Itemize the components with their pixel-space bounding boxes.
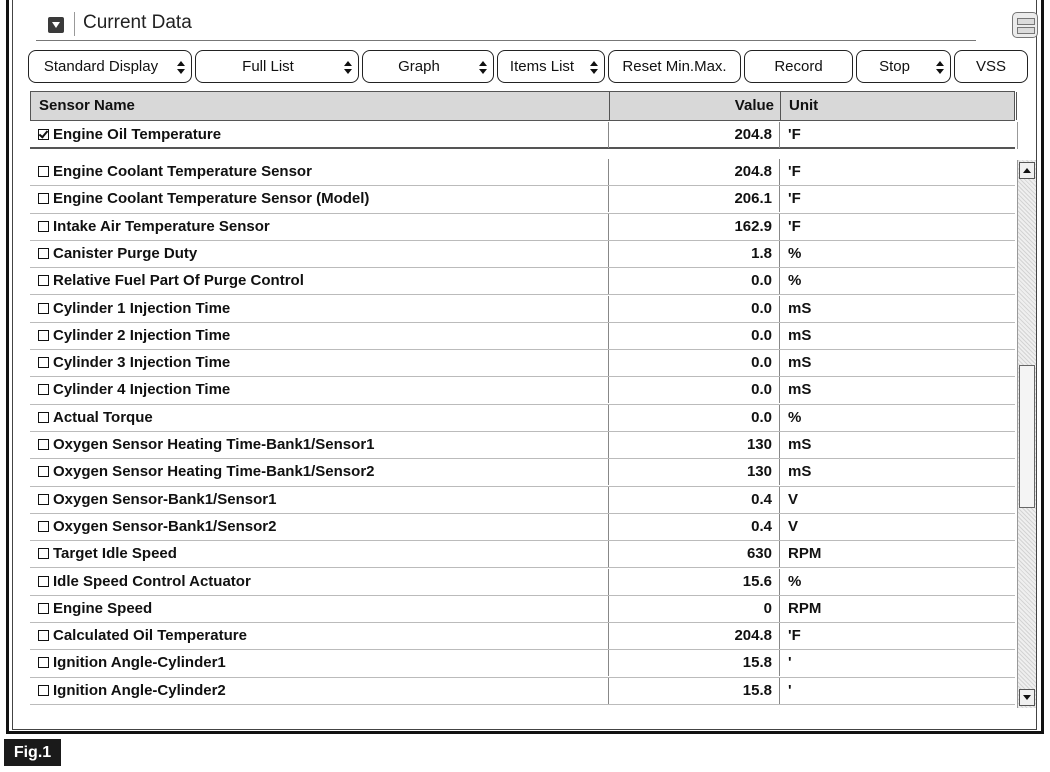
table-row[interactable] xyxy=(30,186,1015,213)
scrollbar-thumb[interactable] xyxy=(1019,365,1035,508)
sensor-value: 1.8 xyxy=(751,244,772,262)
sensor-unit: % xyxy=(788,572,802,590)
sensor-value: 15.8 xyxy=(742,654,772,672)
sensor-unit: ' xyxy=(788,681,792,699)
graph-label: Graph xyxy=(398,58,440,75)
panel-header xyxy=(36,8,976,41)
reset-min-max-button[interactable] xyxy=(608,50,741,83)
table-row[interactable] xyxy=(30,650,1015,677)
table-row[interactable] xyxy=(30,596,1015,623)
table-row[interactable] xyxy=(30,569,1015,596)
spinner-icon xyxy=(344,61,352,74)
cell-divider xyxy=(608,323,609,349)
cell-divider xyxy=(779,268,780,294)
layout-toggle-icon[interactable] xyxy=(1012,12,1038,38)
cell-divider xyxy=(779,623,780,649)
collapse-icon[interactable] xyxy=(48,17,64,33)
record-button[interactable] xyxy=(744,50,853,83)
cell-divider xyxy=(608,432,609,458)
sensor-name-text: Engine Coolant Temperature Sensor xyxy=(53,163,312,180)
column-header-value[interactable]: Value xyxy=(734,97,774,114)
sensor-name xyxy=(38,569,251,595)
checkbox-icon[interactable] xyxy=(38,412,49,423)
sensor-unit: 'F xyxy=(788,217,801,235)
table-row[interactable] xyxy=(30,623,1015,650)
sensor-value: 0.4 xyxy=(751,517,772,535)
sensor-name xyxy=(38,459,375,485)
checkbox-icon[interactable] xyxy=(38,439,49,450)
toolbar xyxy=(28,50,1028,84)
sensor-unit: mS xyxy=(788,436,812,453)
checkbox-icon[interactable] xyxy=(38,248,49,259)
cell-divider xyxy=(608,459,609,485)
sensor-unit: 'F xyxy=(788,190,801,208)
sensor-value: 130 xyxy=(746,436,772,453)
sensor-name-text: Engine Speed xyxy=(53,599,153,617)
sensor-value: 204.8 xyxy=(734,163,772,180)
cell-divider xyxy=(779,323,780,349)
scrollbar[interactable] xyxy=(1017,160,1036,708)
panel-title: Current Data xyxy=(83,12,192,33)
sensor-name-text: Idle Speed Control Actuator xyxy=(53,572,251,590)
sensor-name-text: Oxygen Sensor Heating Time-Bank1/Sensor2 xyxy=(53,463,375,481)
cell-divider xyxy=(608,122,609,148)
sensor-value: 0 xyxy=(763,599,772,617)
sensor-unit: % xyxy=(788,272,802,290)
sensor-name-text: Cylinder 1 Injection Time xyxy=(53,299,231,317)
cell-divider xyxy=(608,678,609,704)
cell-divider xyxy=(608,596,609,622)
sensor-name xyxy=(38,678,226,704)
checkbox-icon[interactable] xyxy=(38,221,49,232)
table-row[interactable] xyxy=(30,323,1015,350)
sensor-unit: RPM xyxy=(788,545,822,563)
sensor-unit: mS xyxy=(788,381,812,399)
checkbox-icon[interactable] xyxy=(38,548,49,559)
cell-divider xyxy=(608,159,609,185)
cell-divider xyxy=(608,268,609,294)
sensor-name-text: Calculated Oil Temperature xyxy=(53,627,247,645)
checkbox-icon[interactable] xyxy=(38,630,49,641)
cell-divider xyxy=(608,514,609,540)
cell-divider xyxy=(608,377,609,403)
cell-divider xyxy=(608,405,609,431)
cell-divider xyxy=(779,159,780,185)
sensor-name-text: Oxygen Sensor-Bank1/Sensor2 xyxy=(53,517,277,535)
sensor-unit: % xyxy=(788,244,802,262)
table-row[interactable] xyxy=(30,241,1015,268)
cell-divider xyxy=(608,623,609,649)
cell-divider xyxy=(779,569,780,595)
column-divider xyxy=(780,92,781,120)
sensor-value: 0.0 xyxy=(751,272,772,290)
stop-select[interactable] xyxy=(856,50,951,83)
checkbox-icon[interactable] xyxy=(38,494,49,505)
sensor-name-text: Cylinder 2 Injection Time xyxy=(53,326,231,344)
column-header-unit[interactable]: Unit xyxy=(789,97,819,114)
sensor-name xyxy=(38,268,304,294)
column-divider xyxy=(1016,92,1017,120)
cell-divider xyxy=(608,487,609,513)
sensor-name xyxy=(38,432,375,458)
sensor-value: 630 xyxy=(746,545,772,563)
scroll-up-icon[interactable] xyxy=(1019,162,1035,179)
vss-label: VSS xyxy=(975,58,1006,75)
checkbox-icon[interactable] xyxy=(38,685,49,696)
sensor-name-text: Canister Purge Duty xyxy=(53,244,198,262)
cell-divider xyxy=(779,541,780,567)
checkbox-icon[interactable] xyxy=(38,303,49,314)
sensor-name-text: Relative Fuel Part Of Purge Control xyxy=(53,272,304,290)
cell-divider xyxy=(779,122,780,148)
table-row[interactable] xyxy=(30,487,1015,514)
sensor-value: 15.8 xyxy=(742,681,772,699)
table-row[interactable] xyxy=(30,541,1015,568)
sensor-value: 130 xyxy=(746,463,772,481)
column-divider xyxy=(609,92,610,120)
table-row[interactable] xyxy=(30,159,1015,186)
checkbox-checked-icon[interactable] xyxy=(38,129,49,140)
sensor-name-text: Actual Torque xyxy=(53,408,153,426)
header-divider xyxy=(74,12,75,36)
checkbox-icon[interactable] xyxy=(38,166,49,177)
spinner-icon xyxy=(479,61,487,74)
sensor-name xyxy=(38,596,152,622)
sensor-name xyxy=(38,541,177,567)
sensor-name xyxy=(38,623,247,649)
table-row[interactable] xyxy=(30,350,1015,377)
cell-divider xyxy=(779,514,780,540)
graph-select[interactable] xyxy=(362,50,494,83)
sensor-value: 0.0 xyxy=(751,408,772,426)
full-list-select[interactable] xyxy=(195,50,359,83)
sensor-unit: % xyxy=(788,408,802,426)
cell-divider xyxy=(608,350,609,376)
checkbox-icon[interactable] xyxy=(38,330,49,341)
cell-divider xyxy=(779,214,780,240)
cell-divider xyxy=(779,405,780,431)
sensor-name-text: Cylinder 4 Injection Time xyxy=(53,381,231,399)
checkbox-icon[interactable] xyxy=(38,466,49,477)
items-list-select[interactable] xyxy=(497,50,605,83)
cell-divider xyxy=(779,186,780,212)
items-list-label: Items List xyxy=(509,58,575,75)
cell-divider xyxy=(779,487,780,513)
pinned-row[interactable] xyxy=(30,122,1015,149)
table-header xyxy=(30,91,1015,121)
sensor-name-text: Ignition Angle-Cylinder2 xyxy=(53,681,226,699)
reset-min-max-label: Reset Min.Max. xyxy=(622,58,727,75)
cell-divider xyxy=(779,678,780,704)
sensor-name xyxy=(38,122,221,148)
spinner-icon xyxy=(177,61,185,74)
sensor-value: 0.0 xyxy=(751,326,772,344)
sensor-name xyxy=(38,323,230,349)
sensor-unit: RPM xyxy=(788,599,822,617)
cell-divider xyxy=(608,569,609,595)
sensor-name xyxy=(38,296,230,322)
full-list-label: Full List xyxy=(242,58,294,75)
pinned-scroll-gutter xyxy=(1017,122,1036,149)
sensor-name xyxy=(38,186,369,212)
sensor-name-text: Oxygen Sensor-Bank1/Sensor1 xyxy=(53,490,277,508)
sensor-table xyxy=(30,91,1015,705)
checkbox-icon[interactable] xyxy=(38,384,49,395)
sensor-name xyxy=(38,214,270,240)
checkbox-icon[interactable] xyxy=(38,275,49,286)
cell-divider xyxy=(608,650,609,676)
sensor-name-text: Oxygen Sensor Heating Time-Bank1/Sensor1 xyxy=(53,436,375,453)
sensor-name xyxy=(38,241,197,267)
cell-divider xyxy=(608,214,609,240)
table-row[interactable] xyxy=(30,405,1015,432)
table-row[interactable] xyxy=(30,678,1015,705)
figure-label: Fig.1 xyxy=(4,739,61,766)
sensor-name xyxy=(38,487,276,513)
sensor-unit: 'F xyxy=(788,126,801,143)
cell-divider xyxy=(779,459,780,485)
sensor-unit: ' xyxy=(788,654,792,672)
cell-divider xyxy=(608,541,609,567)
sensor-name xyxy=(38,514,276,540)
checkbox-icon[interactable] xyxy=(38,657,49,668)
cell-divider xyxy=(608,241,609,267)
sensor-name-text: Engine Oil Temperature xyxy=(53,126,222,143)
vss-button[interactable] xyxy=(954,50,1028,83)
table-row[interactable] xyxy=(30,432,1015,459)
sensor-value: 0.0 xyxy=(751,299,772,317)
sensor-name xyxy=(38,159,312,185)
sensor-unit: V xyxy=(788,490,799,508)
sensor-value: 206.1 xyxy=(734,190,772,208)
cell-divider xyxy=(608,296,609,322)
standard-display-select[interactable] xyxy=(28,50,192,83)
cell-divider xyxy=(779,650,780,676)
checkbox-icon[interactable] xyxy=(38,603,49,614)
sensor-value: 204.8 xyxy=(734,627,772,645)
checkbox-icon[interactable] xyxy=(38,193,49,204)
sensor-name xyxy=(38,650,226,676)
stop-label: Stop xyxy=(879,58,910,75)
sensor-name xyxy=(38,350,230,376)
cell-divider xyxy=(779,432,780,458)
sensor-value: 15.6 xyxy=(742,572,772,590)
sensor-name-text: Ignition Angle-Cylinder1 xyxy=(53,654,226,672)
sensor-unit: 'F xyxy=(788,163,801,180)
cell-divider xyxy=(779,241,780,267)
sensor-unit: 'F xyxy=(788,627,801,645)
table-row[interactable] xyxy=(30,296,1015,323)
cell-divider xyxy=(608,186,609,212)
sensor-value: 0.0 xyxy=(751,381,772,399)
spinner-icon xyxy=(590,61,598,74)
cell-divider xyxy=(779,350,780,376)
column-header-sensor-name[interactable]: Sensor Name xyxy=(39,97,135,114)
standard-display-label: Standard Display xyxy=(43,58,159,75)
sensor-name-text: Engine Coolant Temperature Sensor (Model) xyxy=(53,190,370,208)
sensor-value: 204.8 xyxy=(734,126,772,143)
checkbox-icon[interactable] xyxy=(38,521,49,532)
sensor-value: 162.9 xyxy=(734,217,772,235)
cell-divider xyxy=(779,377,780,403)
table-row[interactable] xyxy=(30,514,1015,541)
sensor-unit: mS xyxy=(788,354,812,372)
sensor-name xyxy=(38,405,153,431)
cell-divider xyxy=(779,596,780,622)
sensor-value: 0.4 xyxy=(751,490,772,508)
checkbox-icon[interactable] xyxy=(38,576,49,587)
record-label: Record xyxy=(774,58,823,75)
sensor-name-text: Target Idle Speed xyxy=(53,545,177,563)
cell-divider xyxy=(779,296,780,322)
table-row[interactable] xyxy=(30,459,1015,486)
sensor-name-text: Intake Air Temperature Sensor xyxy=(53,217,270,235)
sensor-unit: mS xyxy=(788,326,812,344)
sensor-unit: V xyxy=(788,517,799,535)
scroll-down-icon[interactable] xyxy=(1019,689,1035,706)
sensor-name-text: Cylinder 3 Injection Time xyxy=(53,354,231,372)
spinner-icon xyxy=(936,61,944,74)
sensor-unit: mS xyxy=(788,463,812,481)
sensor-unit: mS xyxy=(788,299,812,317)
table-row[interactable] xyxy=(30,377,1015,404)
table-row[interactable] xyxy=(30,214,1015,241)
table-row[interactable] xyxy=(30,268,1015,295)
sensor-value: 0.0 xyxy=(751,354,772,372)
sensor-name xyxy=(38,377,230,403)
checkbox-icon[interactable] xyxy=(38,357,49,368)
